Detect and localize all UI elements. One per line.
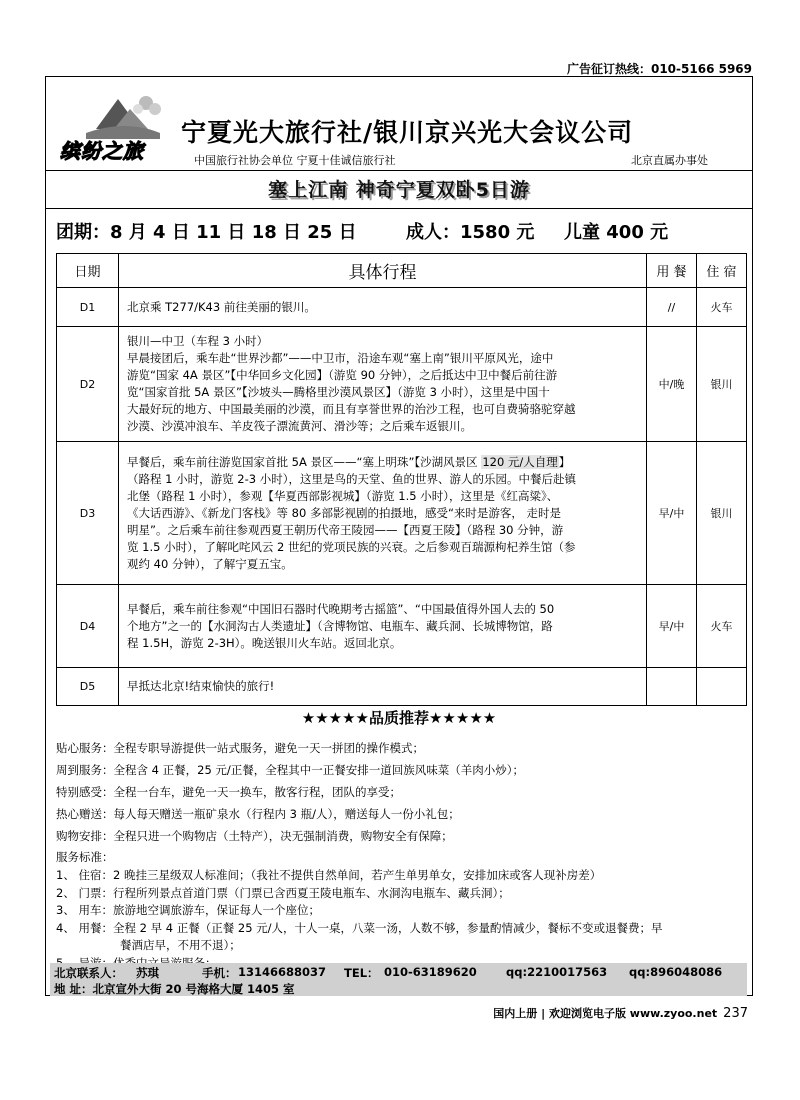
qq-number: qq:2210017563 bbox=[506, 965, 608, 979]
logo-lettering: 缤纷之旅 bbox=[60, 139, 144, 163]
ad-hotline: 广告征订热线：010-5166 5969 bbox=[566, 62, 752, 76]
item-label: 2、 门票： bbox=[56, 885, 113, 900]
mobile-label: 手机： bbox=[202, 966, 237, 980]
row-meal: // bbox=[647, 288, 697, 327]
row-stay: 火车 bbox=[697, 288, 747, 327]
list-item bbox=[56, 885, 746, 903]
table-row bbox=[57, 442, 747, 585]
plan-line: 览“国家首批 5A 景区”【沙坡头—腾格里沙漠风景区】（游览 3 小时），这里是中国十 bbox=[127, 385, 550, 399]
address-label: 地 址： bbox=[54, 982, 93, 996]
row-stay: 银川 bbox=[697, 327, 747, 442]
advertisement-frame bbox=[45, 76, 753, 996]
mobile-number: 13146688037 bbox=[238, 965, 327, 979]
list-item bbox=[56, 737, 746, 759]
item-label: 热心赠送： bbox=[56, 807, 114, 821]
list-item bbox=[56, 759, 746, 781]
contact-bar bbox=[50, 963, 747, 996]
plan-line: 《大话西游》、《新龙门客栈》等 80 多部影视剧的拍摄地，感受“来时是游客， 走时是 bbox=[127, 505, 562, 520]
plan-line: 早抵达北京!结束愉快的旅行! bbox=[127, 679, 275, 693]
itinerary-table bbox=[56, 253, 747, 706]
plan-line: 早餐后，乘车前往参观“中国旧石器时代晚期考古摇篮”、“中国最值得外国人去的 50 bbox=[127, 601, 555, 616]
header-meal: 用 餐 bbox=[647, 254, 697, 288]
beijing-office-label: 北京直属办事处 bbox=[631, 154, 708, 167]
company-credentials: 中国旅行社协会单位 宁夏十佳诚信旅行社 bbox=[194, 154, 396, 167]
table-header-row bbox=[57, 254, 747, 288]
row-plan bbox=[119, 327, 647, 442]
contact-person: 苏琪 bbox=[136, 966, 159, 980]
row-day: D3 bbox=[57, 442, 119, 585]
item-text: 全程一台车，避免一天一换车，散客行程，团队的享受； bbox=[113, 785, 401, 799]
item-text: 每人每天赠送一瓶矿泉水（行程内 3 瓶/人），赠送每人一份小礼包； bbox=[113, 807, 460, 821]
item-text: 全程含 4 正餐，25 元/正餐，全程其中一正餐安排一道回族风味菜（羊肉小炒）； bbox=[113, 763, 525, 777]
plan-line: 早晨接团后，乘车赴“世界沙都”——中卫市，沿途车观“塞上南”银川平原风光，途中 bbox=[127, 351, 554, 365]
plan-line: 程 1.5H，游览 2-3H）。晚送银川火车站。返回北京。 bbox=[127, 635, 402, 650]
item-text: 全程只进一个购物店（土特产），决无强制消费，购物安全有保障； bbox=[113, 829, 453, 843]
row-plan bbox=[119, 288, 647, 327]
item-label: 特别感受： bbox=[56, 785, 114, 799]
row-stay: 火车 bbox=[697, 585, 747, 668]
plan-line bbox=[127, 454, 638, 471]
plan-line: 大最好玩的地方、中国最美丽的沙漠，而且有享誉世界的治沙工程，也可自费骑骆驼穿越 bbox=[127, 402, 576, 416]
list-item bbox=[56, 867, 746, 885]
row-meal bbox=[647, 668, 697, 706]
item-label: 4、 用餐： bbox=[56, 920, 113, 935]
table-row bbox=[57, 327, 747, 442]
list-item bbox=[56, 781, 746, 803]
row-meal: 早/中 bbox=[647, 442, 697, 585]
service-list bbox=[56, 737, 746, 972]
page-footer bbox=[493, 1005, 748, 1021]
header-stay: 住 宿 bbox=[697, 254, 747, 288]
list-item bbox=[56, 803, 746, 825]
row-stay: 银川 bbox=[697, 442, 747, 585]
page-number: 237 bbox=[723, 1006, 748, 1021]
divider bbox=[46, 208, 752, 209]
tel-number: 010-63189620 bbox=[384, 965, 477, 979]
address: 北京宣外大街 20 号海格大厦 1405 室 bbox=[92, 982, 295, 996]
item-label: 3、 用车： bbox=[56, 903, 113, 917]
service-standard-title: 服务标准： bbox=[56, 850, 114, 864]
list-item bbox=[56, 825, 746, 847]
item-label: 购物安排： bbox=[56, 829, 114, 843]
row-plan bbox=[119, 442, 647, 585]
row-day: D4 bbox=[57, 585, 119, 668]
divider bbox=[46, 170, 752, 171]
table-row bbox=[57, 585, 747, 668]
list-item bbox=[56, 902, 746, 920]
row-day: D5 bbox=[57, 668, 119, 706]
item-label: 贴心服务： bbox=[56, 741, 114, 755]
row-meal: 早/中 bbox=[647, 585, 697, 668]
plan-line: 银川—中卫（车程 3 小时） bbox=[127, 334, 269, 348]
footer-text: 国内上册 | 欢迎浏览电子版 www.zyoo.net bbox=[493, 1007, 718, 1020]
tour-title: 塞上江南 神奇宁夏双卧5日游 bbox=[268, 179, 530, 201]
table-row bbox=[57, 668, 747, 706]
contact-person-label: 北京联系人： bbox=[54, 966, 123, 980]
adult-price: 成人：1580 元 bbox=[406, 222, 535, 243]
departure-dates: 团期：8 月 4 日 11 日 18 日 25 日 bbox=[56, 222, 357, 243]
list-item bbox=[56, 920, 746, 938]
plan-line: 个地方”之一的【水洞沟古人类遗址】（含博物馆、电瓶车、藏兵洞、长城博物馆，路 bbox=[127, 618, 553, 633]
plan-line: 北堡（路程 1 小时），参观【华夏西部影视城】（游览 1.5 小时），这里是《红高粱》、 bbox=[127, 488, 559, 503]
address-line bbox=[54, 981, 295, 997]
plan-line: 览 1.5 小时），了解叱咤风云 2 世纪的党项民族的兴衰。之后参观百瑞源枸杞养生馆（参 bbox=[127, 539, 576, 554]
plan-line-text: 早餐后，乘车前往游览国家首批 5A 景区——“塞上明珠”【沙湖风景区 bbox=[127, 454, 482, 469]
qq-number: qq:896048086 bbox=[629, 965, 723, 979]
child-price: 儿童 400 元 bbox=[564, 222, 669, 243]
item-label: 周到服务： bbox=[56, 763, 114, 777]
item-label: 1、 住宿： bbox=[56, 868, 113, 882]
row-stay bbox=[697, 668, 747, 706]
tel-label: TEL： bbox=[344, 966, 379, 980]
row-meal: 中/晚 bbox=[647, 327, 697, 442]
item-text: 2 晚挂三星级双人标准间；（我社不提供自然单间，若产生单男单女，安排加床或客人现补房差） bbox=[112, 868, 602, 882]
company-logo bbox=[56, 89, 171, 169]
row-day: D2 bbox=[57, 327, 119, 442]
list-item bbox=[56, 937, 746, 955]
plan-line: （路程 1 小时，游览 2-3 小时），这里是鸟的天堂、鱼的世界、游人的乐园。中餐后赴镇 bbox=[127, 471, 576, 486]
item-text: 行程所列景点首道门票（门票已含西夏王陵电瓶车、水洞沟电瓶车、藏兵洞）； bbox=[112, 885, 510, 900]
plan-line: 沙漠、沙漠冲浪车、羊皮筏子漂流黄河、滑沙等；之后乘车返银川。 bbox=[127, 419, 472, 433]
header-plan: 具体行程 bbox=[119, 254, 647, 288]
row-plan bbox=[119, 585, 647, 668]
item-text: 餐酒店早，不用不退）； bbox=[120, 938, 241, 952]
plan-line: 北京乘 T277/K43 前往美丽的银川。 bbox=[127, 299, 316, 314]
plan-line: 明星”。之后乘车前往参观西夏王朝历代帝王陵园——【西夏王陵】（路程 30 分钟，游 bbox=[127, 522, 564, 537]
self-pay-price: 120 元/人自理 bbox=[482, 454, 558, 469]
item-text: 全程 2 早 4 正餐（正餐 25 元/人，十人一桌，八菜一汤，人数不够，参量酌情减少，餐标不变或退餐费；早 bbox=[112, 920, 663, 935]
plan-line-text: 】 bbox=[558, 454, 571, 469]
departure-dates-row bbox=[56, 218, 746, 244]
plan-line: 游览“国家 4A 景区”【中华回乡文化园】（游览 90 分钟），之后抵达中卫中餐后前往游 bbox=[127, 368, 558, 382]
item-text: 全程专职导游提供一站式服务，避免一天一拼团的操作模式； bbox=[113, 741, 424, 755]
table-row bbox=[57, 288, 747, 327]
company-name: 宁夏光大旅行社/银川京兴光大会议公司 bbox=[181, 118, 634, 147]
item-text: 旅游地空调旅游车，保证每人一个座位； bbox=[112, 903, 320, 917]
row-day: D1 bbox=[57, 288, 119, 327]
quality-recommend-title: ★★★★★品质推荐★★★★★ bbox=[301, 709, 497, 727]
header-day: 日期 bbox=[57, 254, 119, 288]
row-plan bbox=[119, 668, 647, 706]
plan-line: 观约 40 分钟），了解宁夏五宝。 bbox=[127, 556, 293, 571]
